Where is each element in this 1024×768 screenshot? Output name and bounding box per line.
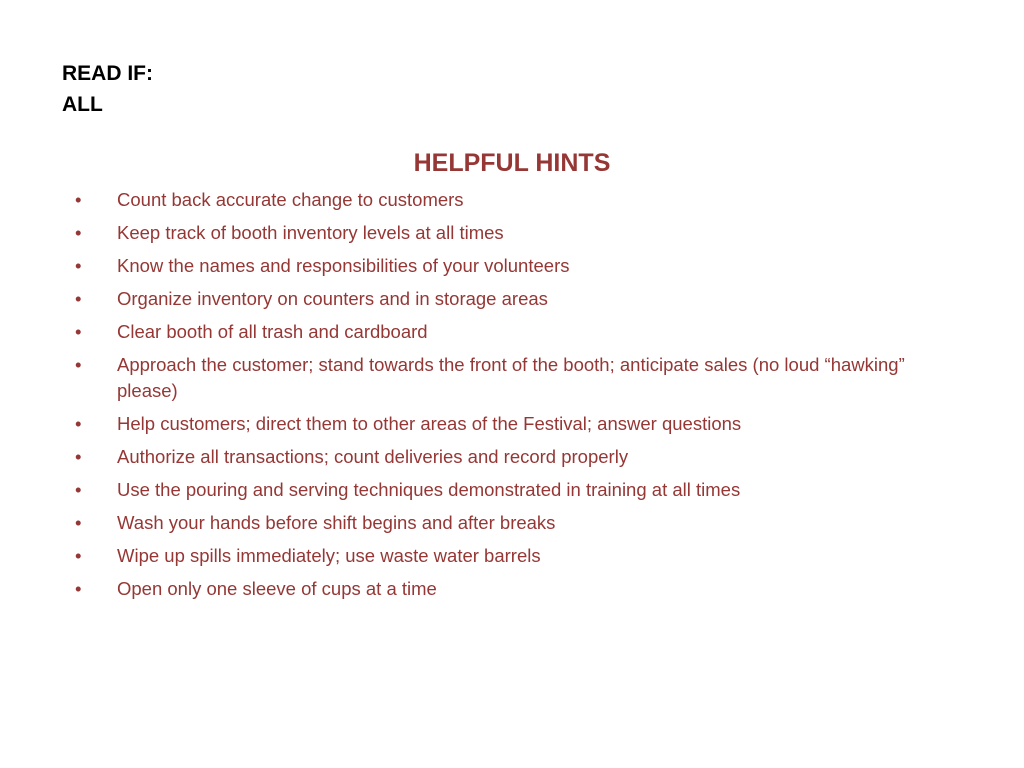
hint-text: Help customers; direct them to other areas of the Festival; answer questions — [117, 413, 742, 434]
hint-text: Count back accurate change to customers — [117, 189, 464, 210]
bullet-icon: • — [75, 446, 82, 467]
bullet-icon: • — [75, 413, 82, 434]
bullet-icon: • — [75, 255, 82, 276]
hint-text: Authorize all transactions; count deliveries and record properly — [117, 446, 629, 467]
list-item — [73, 319, 953, 345]
bullet-icon: • — [75, 512, 82, 533]
hints-list — [73, 187, 953, 609]
list-item — [73, 253, 953, 279]
hint-text: Organize inventory on counters and in storage areas — [117, 288, 548, 309]
bullet-icon: • — [75, 288, 82, 309]
list-item — [73, 477, 953, 503]
hint-text: Wash your hands before shift begins and after breaks — [117, 512, 556, 533]
audience-label: ALL — [62, 93, 103, 116]
list-item — [73, 352, 953, 404]
bullet-icon: • — [75, 222, 82, 243]
hint-text: Use the pouring and serving techniques demonstrated in training at all times — [117, 479, 741, 500]
bullet-icon: • — [75, 578, 82, 599]
list-item — [73, 187, 953, 213]
bullet-icon: • — [75, 545, 82, 566]
list-item — [73, 444, 953, 470]
bullet-icon: • — [75, 189, 82, 210]
list-item — [73, 543, 953, 569]
list-item — [73, 286, 953, 312]
list-item — [73, 220, 953, 246]
slide-title: HELPFUL HINTS — [413, 149, 611, 177]
bullet-icon: • — [75, 479, 82, 500]
list-item — [73, 576, 953, 602]
hint-text: Approach the customer; stand towards the front of the booth; anticipate sales (no loud “hawking” please) — [117, 354, 905, 401]
hint-text: Clear booth of all trash and cardboard — [117, 321, 428, 342]
list-item — [73, 510, 953, 536]
hint-text: Know the names and responsibilities of your volunteers — [117, 255, 570, 276]
bullet-icon: • — [75, 354, 82, 375]
hint-text: Wipe up spills immediately; use waste water barrels — [117, 545, 541, 566]
list-item — [73, 411, 953, 437]
hint-text: Keep track of booth inventory levels at all times — [117, 222, 504, 243]
hint-text: Open only one sleeve of cups at a time — [117, 578, 437, 599]
read-if-header — [62, 58, 153, 120]
read-if-label: READ IF: — [62, 62, 153, 85]
bullet-icon: • — [75, 321, 82, 342]
